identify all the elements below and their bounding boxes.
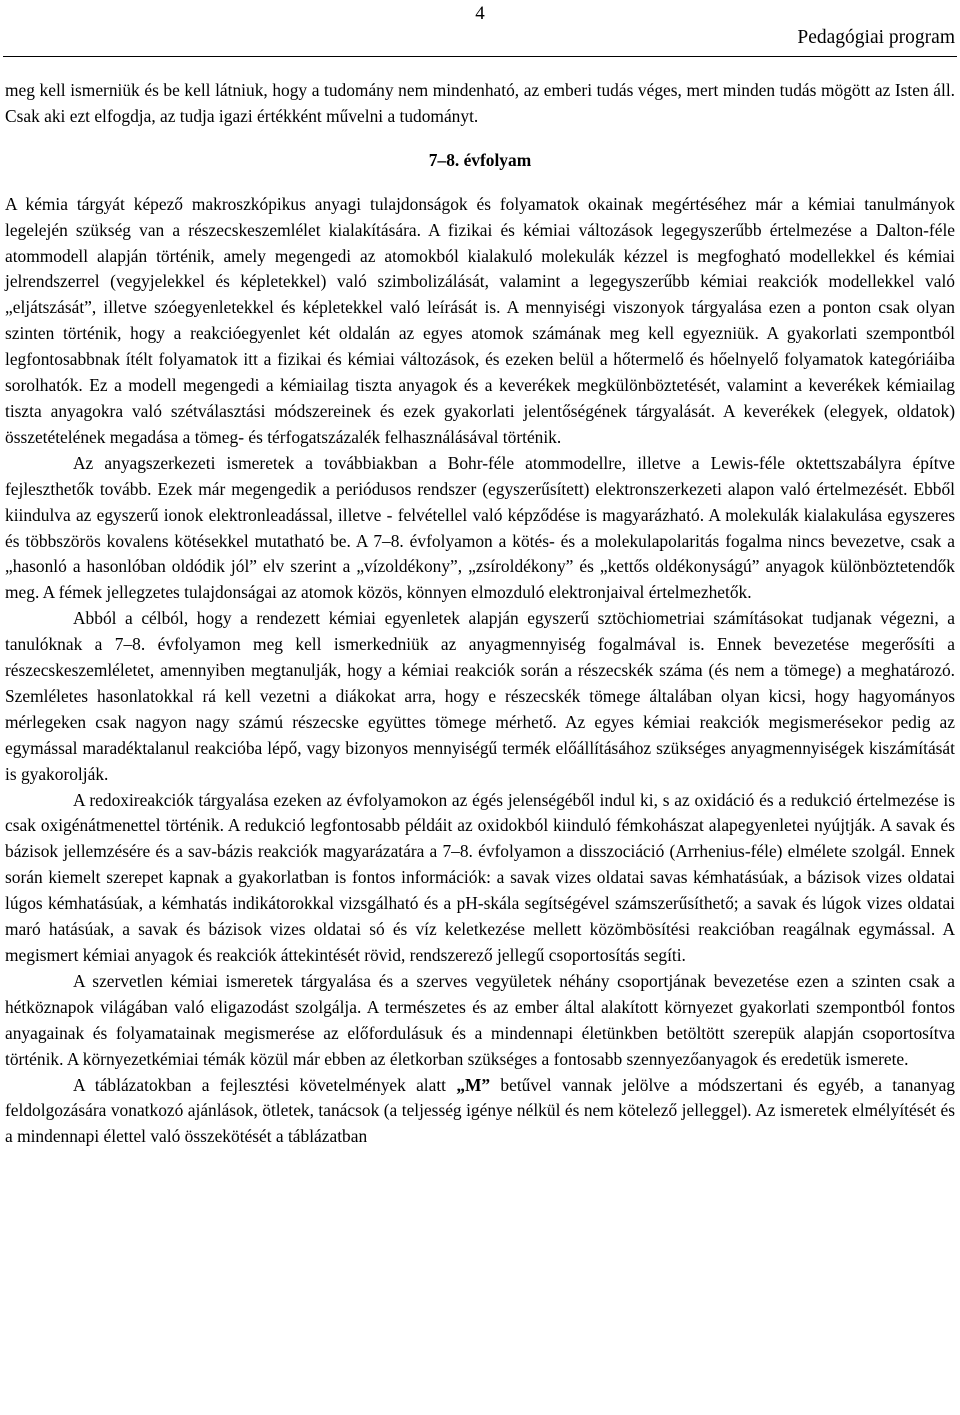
tables-note-text-before: A táblázatokban a fejlesztési követelmények alatt: [73, 1074, 457, 1095]
paragraph-tables-note: [5, 1073, 955, 1151]
paragraph-redox-acid-base: A redoxireakciók tárgyalása ezeken az évfolyamokon az égés jelenségéből indul ki, s az oxidáció és a redukció értelmezése is csak oxigénátmenettel történik. A redukció legfontosabb példáit az oxidokból kiinduló fémkohászat alapegyenletei nyújtják. A savak és bázisok jellemzésére és a sav-bázis reakciók magyarázatára a 7–8. évfolyamon a disszociáció (Arrhenius-féle) elmélete szolgál. Ennek során kiemelt szerepet kapnak a gyakorlatban is fontos információk: a savak vizes oldatai savas kémhatásúak, a bázisok vizes oldatai lúgos kémhatásúak, a kémhatás indikátorokkal vizsgálható és a pH-skála segítségével számszerűsíthető; a savak és lúgok vizes oldatai maró hatásúak, a savak és bázisok vizes oldatai só és víz keletkezése mellett közömbösítési reakcióban reagálnak egymással. A megismert kémiai anyagok és reakciók áttekintését rövid, rendszerező jellegű csoportosítás segíti.: [5, 789, 955, 965]
document-body: [5, 78, 955, 1150]
paragraph-atomic-structure: Az anyagszerkezeti ismeretek a továbbiakban a Bohr-féle atommodellre, illetve a Lewis-féle oktettszabályra építve fejleszthetők tovább. Ezek már megengedik a periódusos rendszer (egyszerűsített) elektronszerkezeti alapon való értelmezését. Ebből kiindulva az egyszerű ionok elektronleadással, illetve - felvétellel való képződése is magyarázható. A molekulák kialakulása egyszeres és többszörös kovalens kötésekkel mutatható be. A 7–8. évfolyamon a kötés- és a molekulapolaritás fogalma nincs bevezetve, csak a „hasonló a hasonlóban oldódik jól” elv szerint a „vízoldékony”, „zsíroldékony” és „kettős oldékonyságú” anyagok különböztetendők meg. A fémek jellegzetes tulajdonságai az atomok közös, könnyen elmozduló elektronjaival értelmezhetők.: [5, 452, 955, 603]
tables-note-text-after: betűvel vannak jelölve a módszertani és egyéb, a tananyag feldolgozására vonatkozó ajánlások, ötletek, tanácsok (a teljesség igénye nélkül és nem kötelező jelleggel). Az ismeretek elmélyítését és a mindennapi élettel való összekötését a táblázatban: [5, 1074, 955, 1147]
section-heading: 7–8. évfolyam: [428, 149, 532, 170]
paragraph-stoichiometry: Abból a célból, hogy a rendezett kémiai egyenletek alapján egyszerű sztöchiometriai számításokat tudjanak végezni, a tanulóknak a 7–8. évfolyamon meg kell ismerkedniük az anyagmennyiség fogalmával is. Ennek bevezetése megerősíti a részecskeszemléletet, amennyiben megtanulják, hogy a kémiai reakciók során a részecskék száma (és nem a tömege) a meghatározó. Szemléletes hasonlatokkal rá kell vezetni a diákokat arra, hogy e részecskék tömege általában olyan kicsi, hogy hagyományos mérlegeken csak nagyon nagy számú részecske együttes tömege mérhető. Az egyes kémiai reakciók megismerésekor pedig az egymással maradéktalanul reakcióba lépő, vagy bizonyos mennyiségű termék előállításához szükséges anyagmennyiségek kiszámítását is gyakorolják.: [5, 608, 955, 784]
paragraph-inorganic-organic: A szervetlen kémiai ismeretek tárgyalása és a szerves vegyületek néhány csoportjának bevezetése ezen a szinten csak a hétköznapok világában való eligazodást szolgálja. A természetes és az ember által alakított környezet gyakorlati szempontból fontos anyagainak és folyamatainak megismerése az előfordulásuk és a mindennapi életünkben betöltött szerepük alapján csoportosítva történik. A környezetkémiai témák közül már ebben az életkorban szükséges a fontosabb szennyezőanyagok és eredetük ismerete.: [5, 970, 955, 1069]
header-divider: [3, 56, 957, 57]
paragraph-particle-view: A kémia tárgyát képező makroszkópikus anyagi tulajdonságok és folyamatok okainak megértéséhez már a kémiai tanulmányok legelején szükség van a részecskeszemlélet kialakítására. A fizikai és kémiai változások legegyszerűbb értelmezése a Dalton-féle atommodell alapján történik, amely megengedi az atomokból kialakuló molekulák kézzel is megfogható modellekkel és kémiai jelrendszerrel (vegyjelekkel és képletekkel) való szimbolizálását, valamint a legegyszerűbb kémiai reakciók modellekkel való „eljátszását”, illetve szóegyenletekkel és képletekkel való leírását is. A mennyiségi viszonyok tárgyalása ezen a ponton csak olyan szinten történik, hogy a reakcióegyenlet két oldalán az egyes atomok számának meg kell egyezniük. A gyakorlati szempontból legfontosabbnak ítélt folyamatok itt a fizikai és kémiai változások, és ezeken belül a hőtermelő és hőelnyelő folyamatok kategóriáiba sorolhatók. Ez a modell megengedi a kémiailag tiszta anyagok és a keverékek megkülönböztetését, valamint a keverékek kémiailag tiszta anyagokra való szétválasztási módszereinek és ezek gyakorlati jelentőségének tárgyalását. A keverékek (elegyek, oldatok) összetételének megadása a tömeg- és térfogatszázalék felhasználásával történik.: [5, 193, 955, 447]
method-marker-m: „M”: [456, 1074, 491, 1095]
running-header-title: Pedagógiai program: [797, 27, 955, 48]
intro-paragraph: meg kell ismerniük és be kell látniuk, hogy a tudomány nem mindenható, az emberi tudás véges, mert minden tudás mögött az Isten áll. Csak aki ezt elfogdja, az tudja igazi értékként művelni a tudományt.: [5, 80, 955, 126]
page-number: 4: [475, 3, 485, 24]
